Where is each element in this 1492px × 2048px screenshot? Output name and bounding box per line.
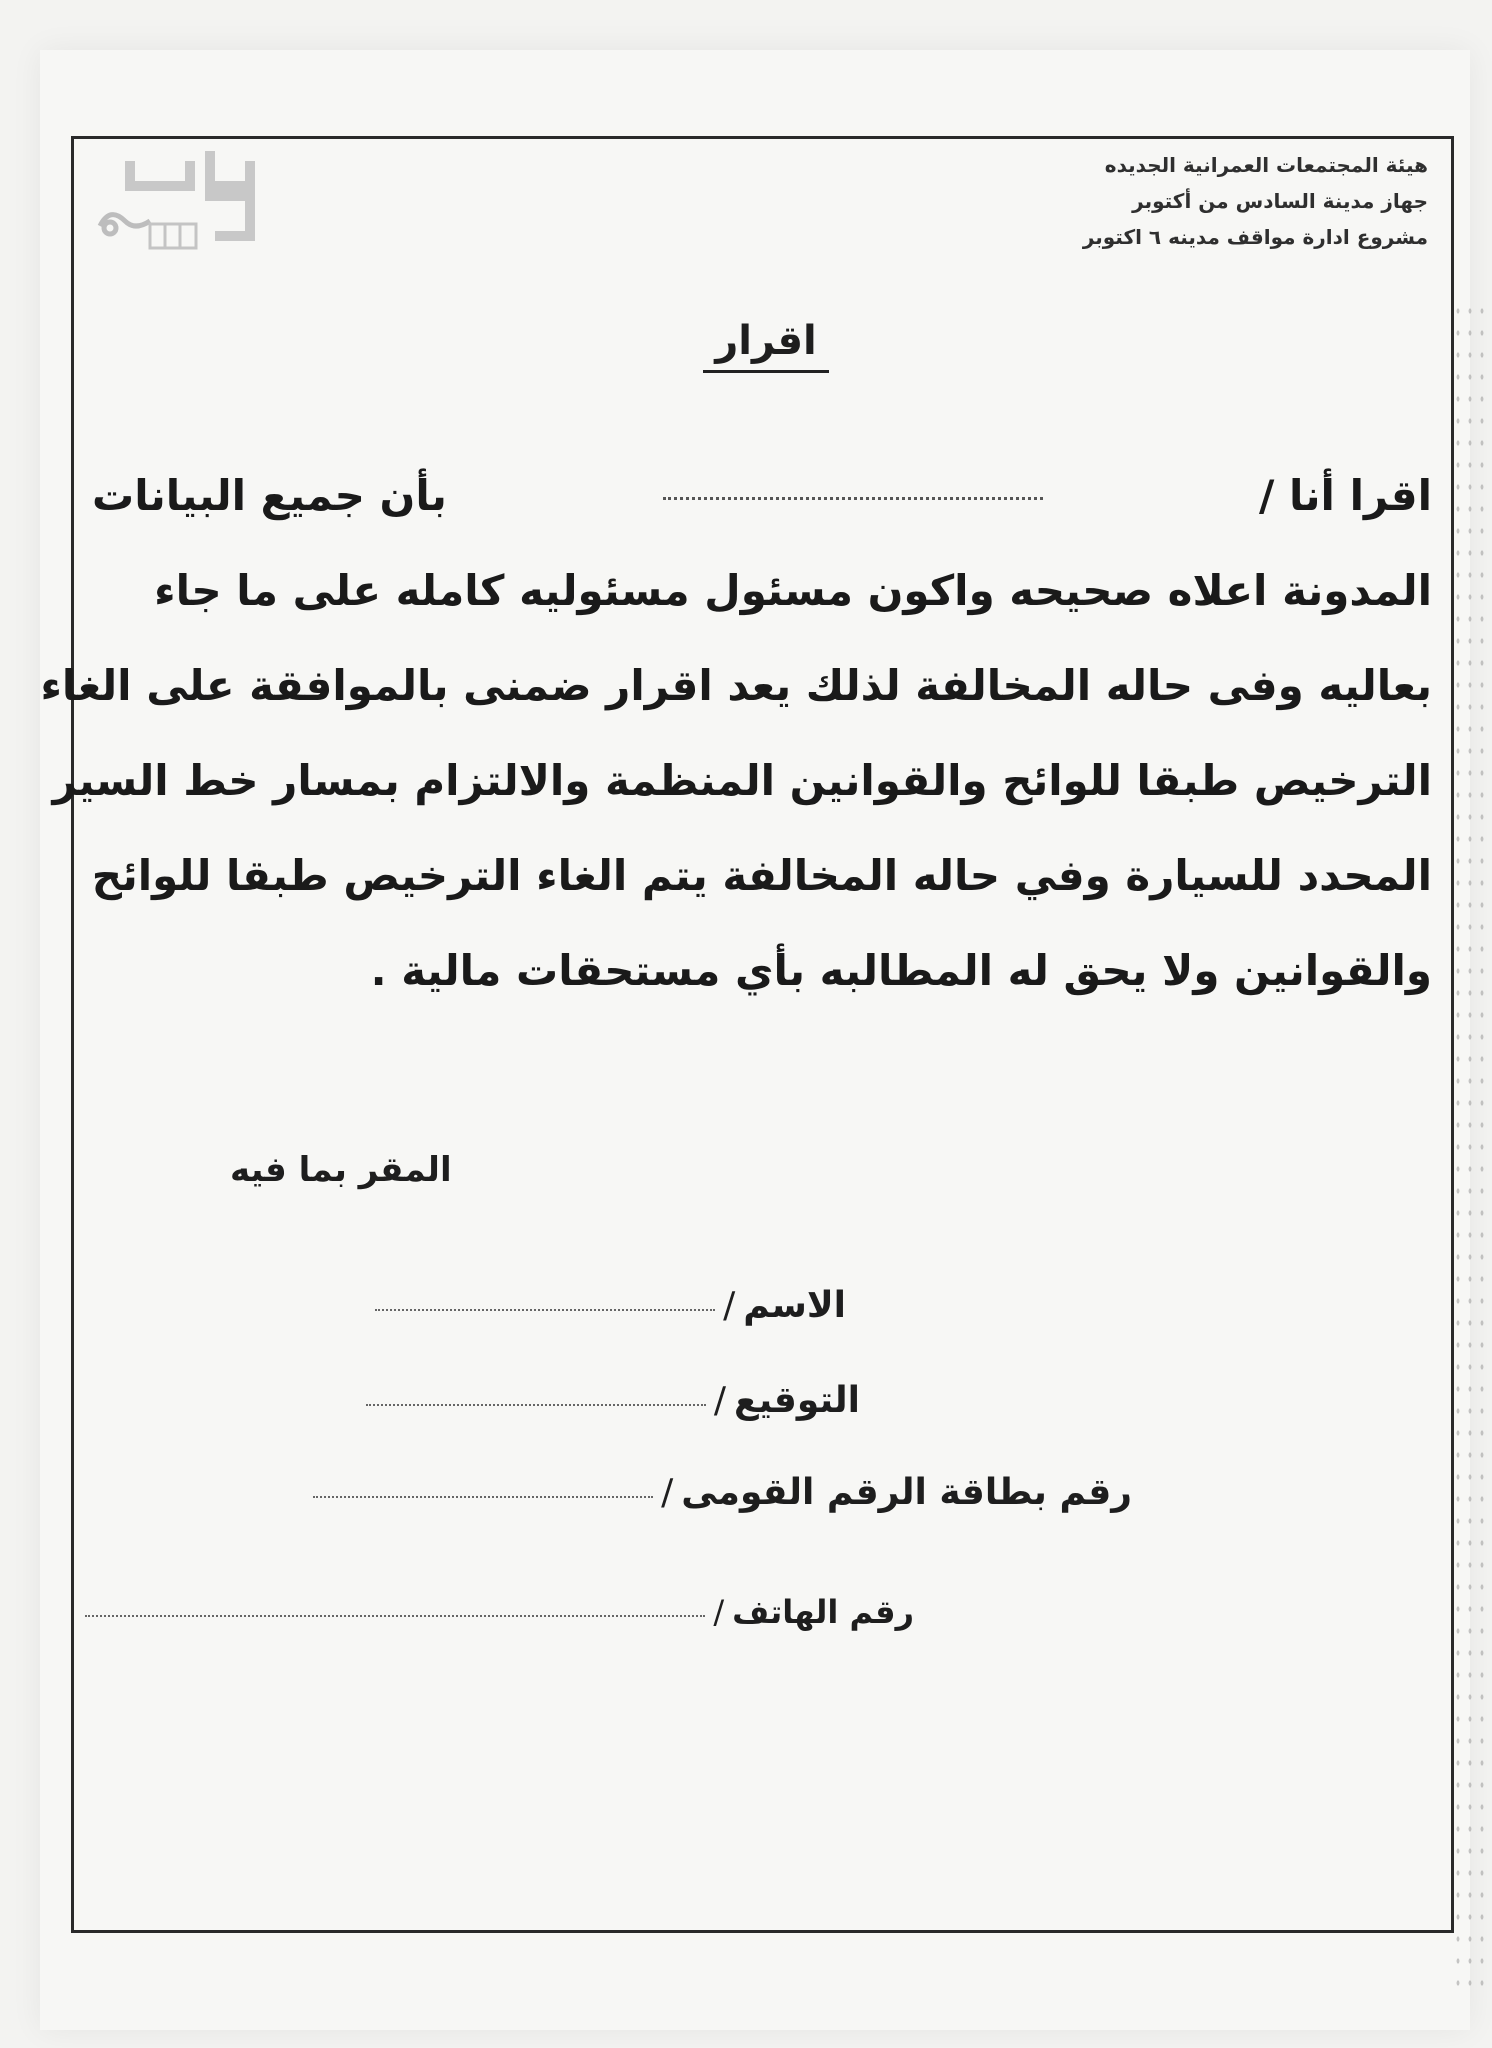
body-line-4-text: الترخيص طبقا للوائح والقوانين المنظمة والالتزام بمسار خط السير [52,756,1432,805]
document-title: اقرار [703,318,829,373]
project-name: مشروع ادارة مواقف مدينه ٦ اكتوبر [1082,225,1428,249]
body-line-6 [92,923,1432,1018]
authority-name: هيئة المجتمعات العمرانية الجديده [1104,153,1428,177]
body-line-5 [92,828,1432,923]
body-line-1 [92,448,1432,543]
name-field [375,1285,846,1326]
declaration-body [40,448,1432,1018]
signer-label: المقر بما فيه [230,1150,452,1190]
document-title-wrapper [0,318,1492,373]
national-id-blank[interactable] [313,1496,653,1498]
phone-separator: / [713,1593,725,1631]
organization-logo [90,146,280,256]
signature-separator: / [713,1380,727,1421]
declarant-name-blank[interactable] [663,497,1043,500]
signature-field [366,1380,860,1421]
national-id-separator: / [661,1472,674,1513]
phone-blank[interactable] [85,1615,705,1617]
body-line-6-text: والقوانين ولا يحق له المطالبه بأي مستحقات مالية . [370,946,1432,995]
city-agency-name: جهاز مدينة السادس من أكتوبر [1132,189,1428,213]
body-line-3 [40,638,1432,733]
body-line-4 [52,733,1432,828]
body-line-2-text: المدونة اعلاه صحيحه واكون مسئول مسئوليه كامله على ما جاء [154,566,1432,615]
body-line-5-text: المحدد للسيارة وفي حاله المخالفة يتم الغاء الترخيص طبقا للوائح [91,851,1432,900]
signature-label: التوقيع [734,1380,860,1421]
name-blank[interactable] [375,1309,715,1311]
body-line-2 [92,543,1432,638]
body-line-1-end: بأن جميع البيانات [92,471,447,520]
name-separator: / [723,1285,736,1326]
document-border [71,136,1454,1933]
issuer-header [1083,147,1428,255]
declarant-prefix: اقرا أنا / [1259,471,1432,520]
signature-blank[interactable] [366,1404,706,1406]
national-id-field [313,1472,1132,1513]
phone-label: رقم الهاتف [732,1593,914,1631]
logo-graphic [90,146,280,256]
body-line-3-text: بعاليه وفى حاله المخالفة لذلك يعد اقرار ضمنى بالموافقة على الغاء [40,661,1432,710]
name-label: الاسم [743,1285,846,1326]
national-id-label: رقم بطاقة الرقم القومى [681,1472,1132,1513]
phone-field [85,1593,914,1631]
scan-edge-noise [1452,300,1492,2000]
